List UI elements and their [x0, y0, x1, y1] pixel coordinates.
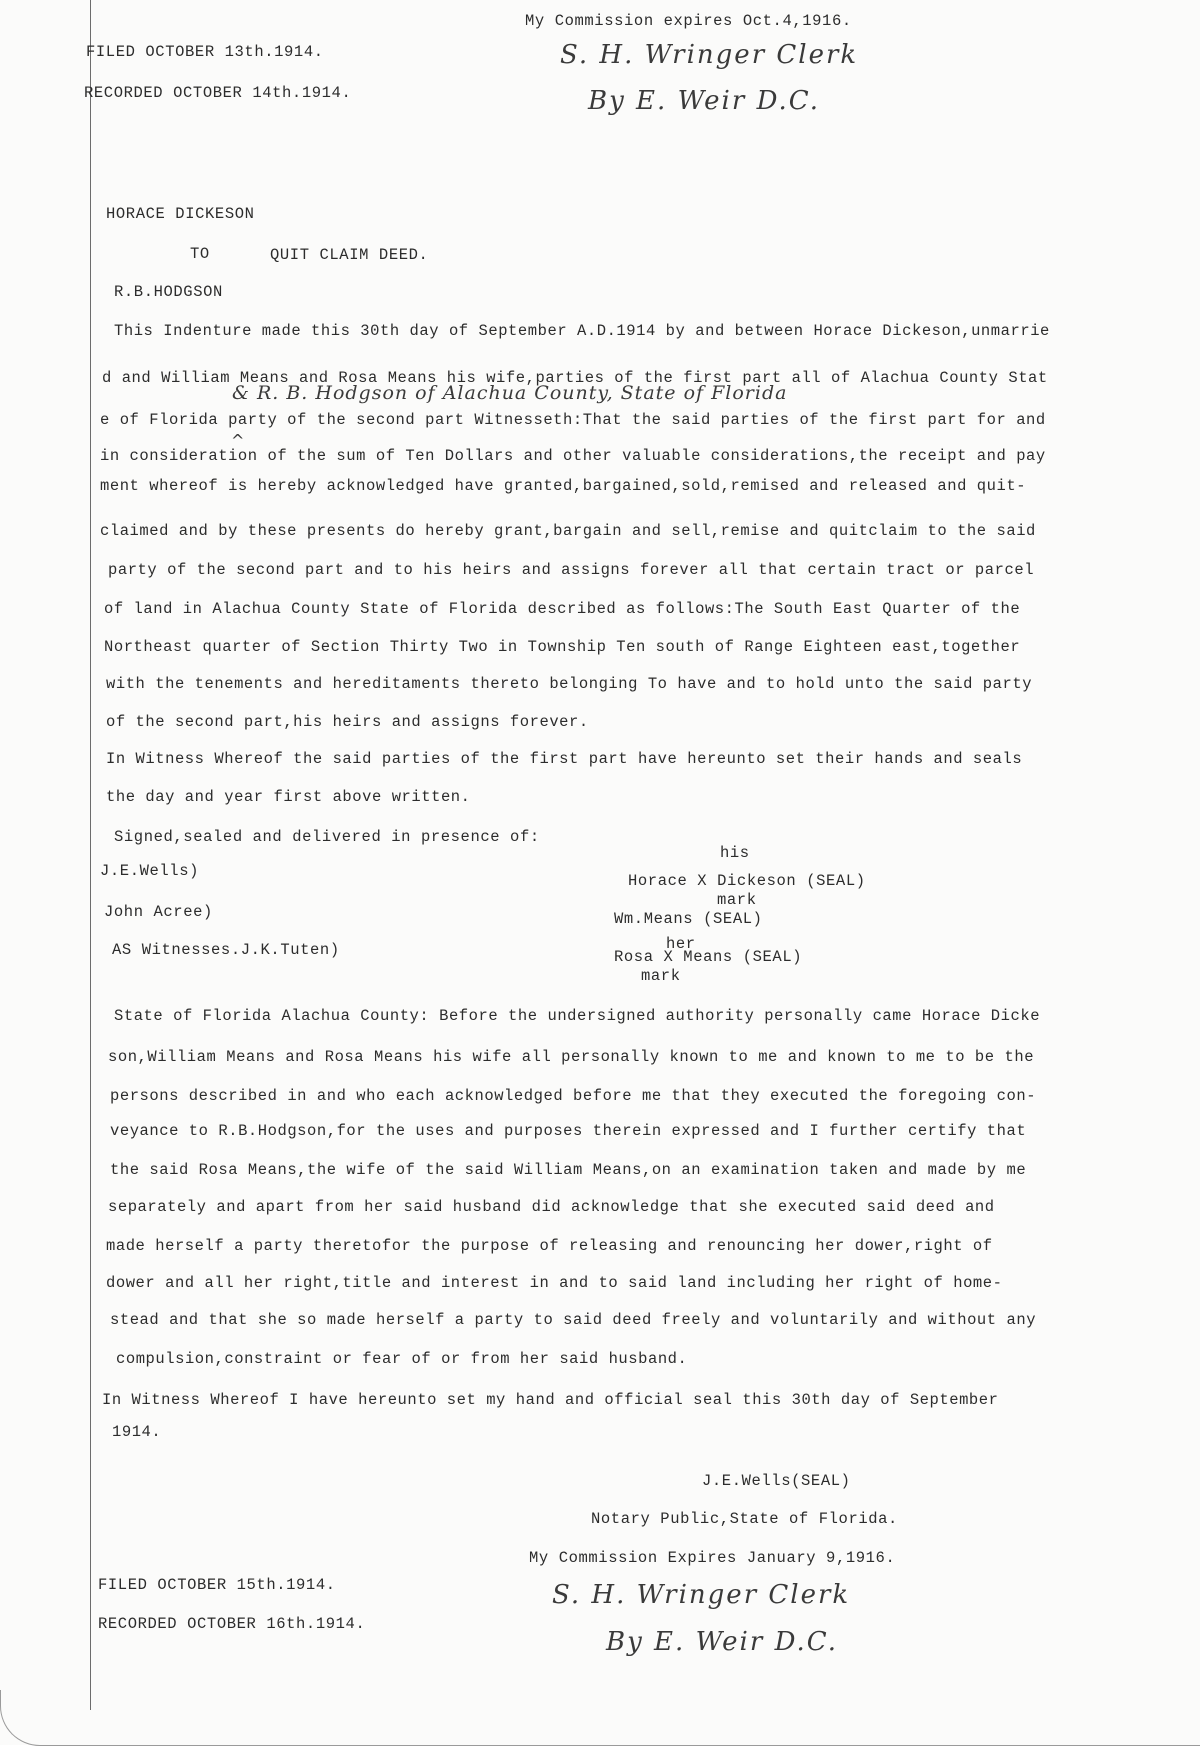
ack-line: persons described in and who each acknowledged before me that they executed the foregoing con- [110, 1087, 1037, 1105]
notary-title: Notary Public,State of Florida. [591, 1510, 898, 1528]
deed-line: ment whereof is hereby acknowledged have granted,bargained,sold,remised and released and quit- [100, 477, 1027, 495]
to-word: TO [190, 245, 210, 263]
witness-3: AS Witnesses.J.K.Tuten) [112, 941, 340, 959]
ack-line: the said Rosa Means,the wife of the said William Means,on an examination taken and made by me [110, 1161, 1027, 1179]
deed-type-heading: QUIT CLAIM DEED. [270, 246, 429, 264]
ack-line: 1914. [112, 1423, 162, 1441]
bottom-recorded-date: RECORDED OCTOBER 16th.1914. [98, 1615, 366, 1633]
top-recorded-date: RECORDED OCTOBER 14th.1914. [84, 84, 352, 102]
witness-2: John Acree) [104, 903, 213, 921]
deed-line: the day and year first above written. [106, 788, 471, 806]
grantor-heading: HORACE DICKESON [106, 205, 255, 223]
ack-line: compulsion,constraint or fear of or from her said husband. [116, 1350, 688, 1368]
grantee-heading: R.B.HODGSON [114, 283, 223, 301]
deed-line: In Witness Whereof the said parties of the first part have hereunto set their hands and seals [106, 750, 1023, 768]
notary-commission: My Commission Expires January 9,1916. [529, 1549, 896, 1567]
ack-line: In Witness Whereof I have hereunto set my hand and official seal this 30th day of September [102, 1391, 999, 1409]
his-label: his [720, 844, 750, 862]
deed-line: d and William Means and Rosa Means his wife,parties of the first part all of Alachua County Stat [102, 369, 1048, 387]
rosa-signature: Rosa X Means (SEAL) [614, 948, 803, 966]
ack-line: veyance to R.B.Hodgson,for the uses and purposes therein expressed and I further certify that [110, 1122, 1027, 1140]
top-dc-signature: By E. Weir D.C. [588, 86, 820, 116]
deed-line: claimed and by these presents do hereby grant,bargain and sell,remise and quitclaim to the said [100, 522, 1036, 540]
mark-label-2: mark [641, 967, 681, 985]
ack-line: son,William Means and Rosa Means his wife all personally known to me and known to me to be the [108, 1048, 1035, 1066]
mark-label-1: mark [717, 891, 757, 909]
ack-line: made herself a party theretofor the purpose of releasing and renouncing her dower,right of [106, 1237, 993, 1255]
bottom-dc-signature: By E. Weir D.C. [606, 1627, 838, 1657]
deed-line: in consideration of the sum of Ten Dollars and other valuable considerations,the receipt and pay [100, 447, 1046, 465]
ack-line: dower and all her right,title and interest in and to said land including her right of home- [106, 1274, 1003, 1292]
left-margin-rule [90, 0, 91, 1710]
deed-line: e of Florida party of the second part Witnesseth:That the said parties of the first part for and [100, 411, 1046, 429]
deed-line: of the second part,his heirs and assigns forever. [106, 713, 589, 731]
top-commission-note: My Commission expires Oct.4,1916. [525, 12, 852, 30]
deed-line: of land in Alachua County State of Florida described as follows:The South East Quarter of the [104, 600, 1021, 618]
deed-line: This Indenture made this 30th day of September A.D.1914 by and between Horace Dickeson,unmarrie [114, 322, 1050, 340]
handwritten-interlineation: & R. B. Hodgson of Alachua County, State of Florida [232, 382, 788, 404]
witness-1: J.E.Wells) [100, 862, 200, 880]
bottom-clerk-signature: S. H. Wringer Clerk [552, 1580, 851, 1610]
notary-name: J.E.Wells(SEAL) [702, 1472, 851, 1490]
insertion-caret: ^ [231, 431, 245, 450]
ack-line: State of Florida Alachua County: Before the undersigned authority personally came Horace Dicke [114, 1007, 1041, 1025]
deed-line: Northeast quarter of Section Thirty Two in Township Ten south of Range Eighteen east,together [104, 638, 1021, 656]
witness-intro: Signed,sealed and delivered in presence of: [114, 828, 540, 846]
page-edge [0, 1690, 1200, 1746]
top-filed-date: FILED OCTOBER 13th.1914. [86, 43, 324, 61]
top-clerk-signature: S. H. Wringer Clerk [560, 40, 859, 70]
deed-line: with the tenements and hereditaments thereto belonging To have and to hold unto the said party [106, 675, 1033, 693]
ack-line: separately and apart from her said husband did acknowledge that she executed said deed and [108, 1198, 995, 1216]
horace-signature: Horace X Dickeson (SEAL) [628, 872, 866, 890]
deed-line: party of the second part and to his heirs and assigns forever all that certain tract or parcel [108, 561, 1035, 579]
ack-line: stead and that she so made herself a party to said deed freely and voluntarily and without any [110, 1311, 1037, 1329]
wm-means-signature: Wm.Means (SEAL) [614, 910, 763, 928]
bottom-filed-date: FILED OCTOBER 15th.1914. [98, 1576, 336, 1594]
her-label: her [666, 935, 696, 953]
